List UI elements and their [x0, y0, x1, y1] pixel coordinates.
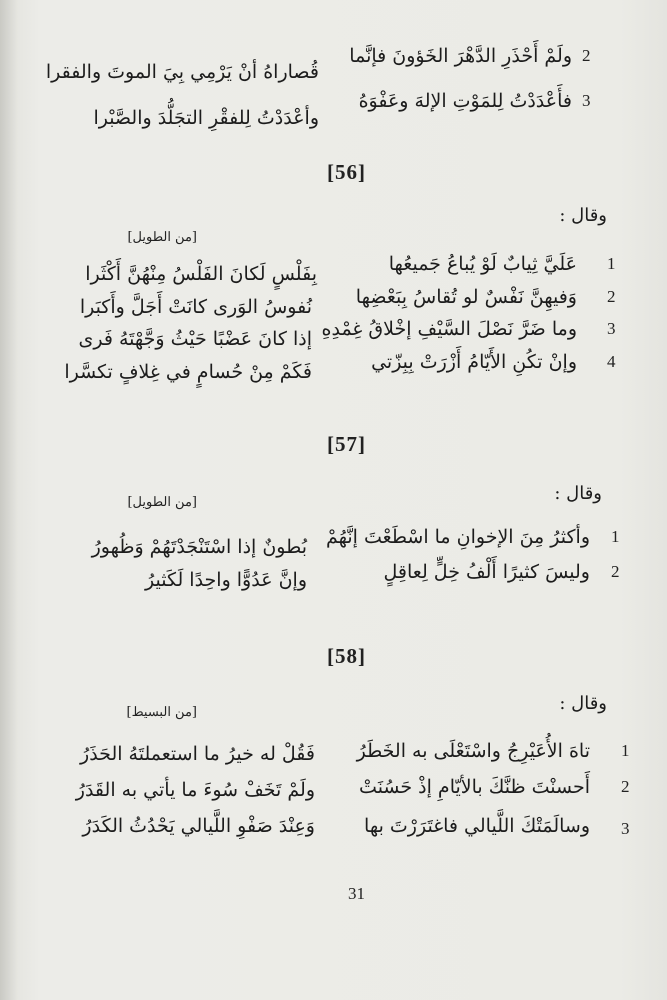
line-number: 3 — [582, 91, 591, 110]
verse-second-half: بُطونٌ إذا اسْتَنْجَدْتَهُمْ وَظُهورُ — [91, 536, 307, 558]
verse-second-half: بِفَلْسٍ لَكانَ الفَلْسُ مِنْهُنَّ أَكْثَرا — [85, 263, 317, 285]
verse-first-half: تاهَ الأُعَيْرِجُ واسْتَعْلَى به الخَطَرُ — [356, 740, 590, 762]
verse-second-half: ولَمْ تَخَفْ سُوءَ ما يأتي به القَدَرُ — [75, 779, 315, 801]
verse-first-half: وَفيهِنَّ نَفْسٌ لو تُقاسُ بِبَعْضِها — [355, 286, 577, 308]
line-number: 1 — [611, 527, 620, 546]
verse-second-half: وإنَّ عَدُوًّا واحِدًا لَكَثيرُ — [145, 569, 307, 591]
verse-second-half: فَكَمْ مِنْ حُسامٍ في غِلافٍ تكسَّرا — [64, 361, 312, 383]
poem-meter: [من الطويل] — [127, 495, 197, 510]
poem-intro: وقال : — [559, 205, 607, 226]
page-number: 31 — [348, 884, 365, 903]
line-number: 2 — [607, 287, 616, 306]
verse-first-half: عَلَيَّ ثِيابٌ لَوْ يُباعُ جَميعُها — [388, 253, 577, 275]
poem-meter: [من الطويل] — [127, 230, 197, 245]
verse-first-half: وسالَمَتْكَ اللَّيالي فاغتَرَرْتَ بها — [364, 815, 590, 837]
line-number: 2 — [611, 562, 620, 581]
poem-number: [56] — [327, 160, 366, 184]
line-number: 1 — [607, 254, 616, 273]
verse-second-half: فَقُلْ له خيرُ ما استعملتَهُ الحَذَرُ — [80, 743, 315, 765]
poem-meter: [من البسيط] — [126, 705, 197, 720]
line-number: 4 — [607, 352, 616, 371]
verse-first-half: أَحسنْتَ ظنَّكَ بالأيّامِ إذْ حَسُنَتْ — [359, 776, 590, 798]
poem-number: [57] — [327, 432, 366, 456]
line-number: 2 — [621, 777, 630, 796]
verse-second-half: وأعْدَدْتُ لِلفقْرِ التجَلُّدَ والصَّبْرا — [93, 107, 319, 129]
line-number: 3 — [621, 819, 630, 838]
verse-first-half: وأكثرُ مِنَ الإخوانِ ما اسْطَعْتَ إنَّهُمْ — [325, 526, 590, 548]
poem-intro: وقال : — [554, 483, 602, 504]
line-number: 2 — [582, 46, 591, 65]
verse-second-half: نُفوسُ الوَرى كانَتْ أَجَلَّ وأَكبَرا — [79, 296, 312, 318]
verse-second-half: إذا كانَ عَضْبًا حَيْثُ وَجَّهْتَهُ فَرى — [78, 328, 312, 350]
verse-first-half: وما ضَرَّ نَصْلَ السَّيْفِ إخْلاقُ غِمْدِهِ — [321, 318, 577, 340]
verse-first-half: وليسَ كثيرًا أَلْفُ خِلٍّ لِعاقِلٍ — [383, 561, 590, 583]
verse-second-half: قُصاراهُ أنْ يَرْمِي بِيَ الموتَ والفقرا — [45, 61, 319, 83]
poem-intro: وقال : — [559, 693, 607, 714]
verse-first-half: ولَمْ أَحْذَرِ الدَّهْرَ الخَؤونَ فإنَّما — [349, 45, 572, 67]
verse-second-half: وَعِنْدَ صَفْوِ اللَّيالي يَحْدُثُ الكَدَرُ — [82, 815, 315, 837]
poem-number: [58] — [327, 644, 366, 668]
verse-first-half: فأَعْدَدْتُ لِلمَوْتِ الإلهَ وعَفْوَهُ — [358, 90, 572, 112]
verse-first-half: وإنْ تكُنِ الأَيّامُ أَزْرَتْ بِبِزّتي — [371, 351, 577, 373]
line-number: 3 — [607, 319, 616, 338]
line-number: 1 — [621, 741, 630, 760]
